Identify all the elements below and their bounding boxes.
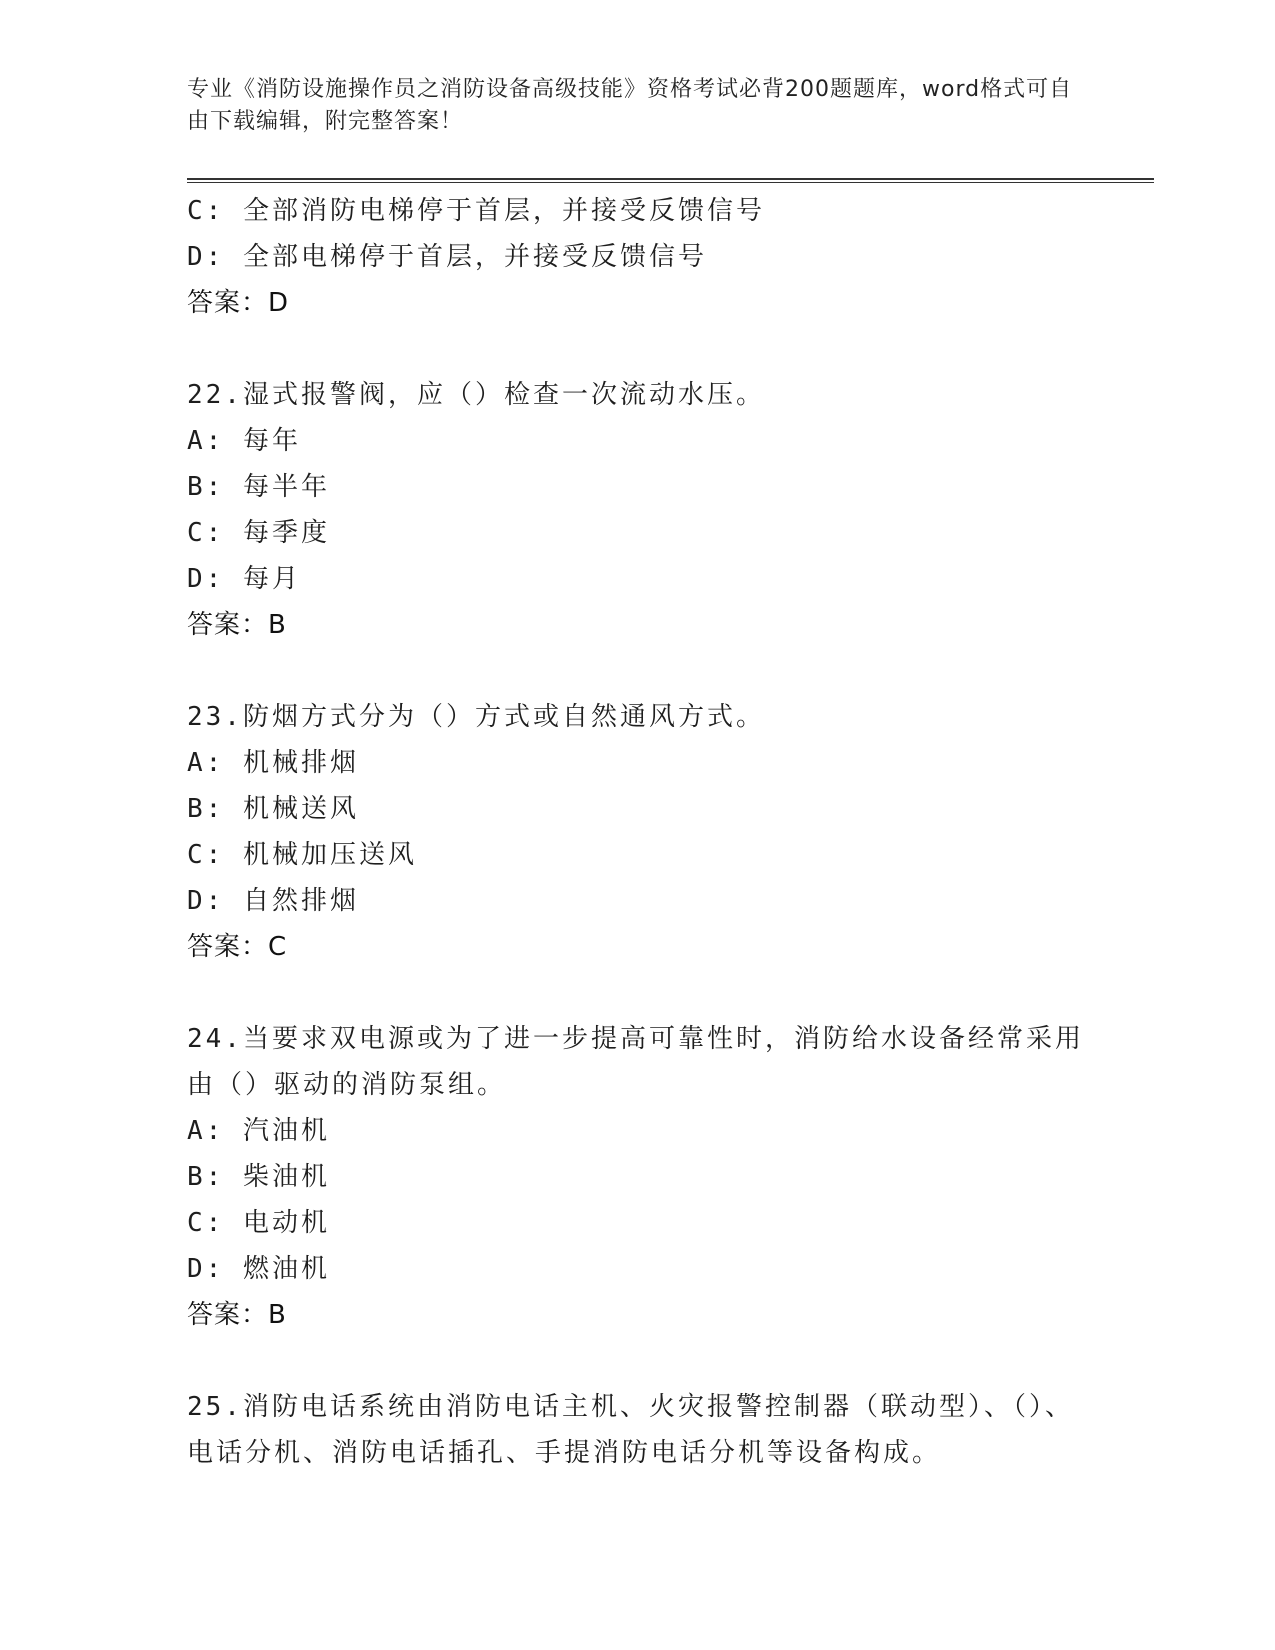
question-block-22 (187, 372, 1087, 648)
option-d: D: 燃油机 (187, 1254, 330, 1284)
answer-line: 答案：B (187, 610, 287, 640)
option-d: D: 全部电梯停于首层，并接受反馈信号 (187, 242, 707, 272)
option-c: C: 电动机 (187, 1208, 330, 1238)
option-b: B: 每半年 (187, 472, 330, 502)
option-b: B: 机械送风 (187, 794, 359, 824)
question-text: 23.防烟方式分为（）方式或自然通风方式。 (187, 702, 765, 732)
question-text: 22.湿式报警阀，应（）检查一次流动水压。 (187, 380, 765, 410)
answer-line: 答案：C (187, 932, 288, 962)
option-c: C: 机械加压送风 (187, 840, 417, 870)
option-c: C: 每季度 (187, 518, 330, 548)
question-block-23 (187, 694, 1087, 970)
option-d: D: 每月 (187, 564, 301, 594)
question-text: 24.当要求双电源或为了进一步提高可靠性时，消防给水设备经常采用由（）驱动的消防泵组。 (187, 1024, 1084, 1100)
answer-line: 答案：B (187, 1300, 287, 1330)
option-a: A: 汽油机 (187, 1116, 330, 1146)
option-c: C: 全部消防电梯停于首层，并接受反馈信号 (187, 196, 765, 226)
option-a: A: 机械排烟 (187, 748, 359, 778)
question-block-24 (187, 1016, 1087, 1338)
header-divider (187, 178, 1154, 183)
answer-line: 答案：D (187, 288, 290, 318)
option-b: B: 柴油机 (187, 1162, 330, 1192)
option-d: D: 自然排烟 (187, 886, 359, 916)
option-a: A: 每年 (187, 426, 301, 456)
question-text: 25.消防电话系统由消防电话主机、火灾报警控制器（联动型）、（）、电话分机、消防电话插孔、手提消防电话分机等设备构成。 (187, 1392, 1074, 1468)
document-body (187, 188, 1087, 1476)
question-block-25 (187, 1384, 1087, 1476)
document-header: 专业《消防设施操作员之消防设备高级技能》资格考试必背200题题库，word格式可自由下载编辑，附完整答案！ (187, 77, 1073, 134)
question-block-continued (187, 188, 1087, 326)
